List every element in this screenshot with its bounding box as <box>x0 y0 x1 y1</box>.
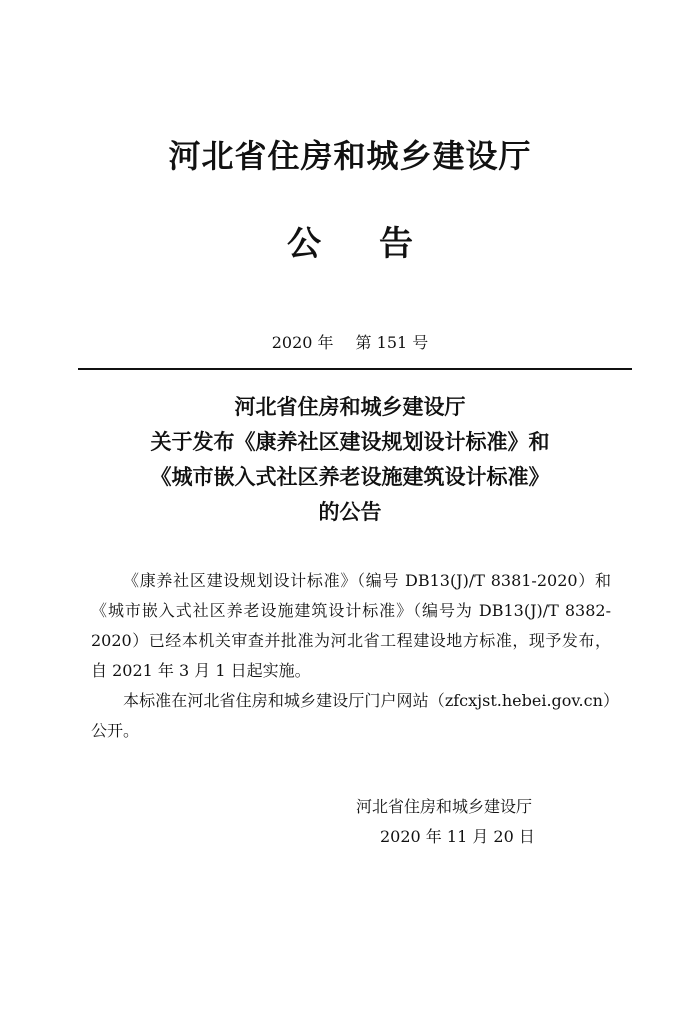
announcement-body <box>91 566 611 746</box>
document-type-right: 告 <box>379 224 413 264</box>
announcement-heading <box>0 390 700 530</box>
document-type-left: 公 <box>287 224 321 264</box>
heading-line: 关于发布《康养社区建设规划设计标准》和 <box>150 430 550 454</box>
body-paragraph: 本标准在河北省住房和城乡建设厅门户网站（zfcxjst.hebei.gov.cn）公开。 <box>91 691 611 740</box>
body-paragraph: 《康养社区建设规划设计标准》（编号 DB13(J)/T 8381-2020）和《城市嵌入式社区养老设施建筑设计标准》（编号为 DB13(J)/T 8382-2020）已经本机关审查并批准为河北省工程建设地方标准，现予发布，自 2021 年 3 月 1 日起实施。 <box>91 571 611 680</box>
document-type <box>0 222 700 266</box>
signature-block <box>356 792 535 852</box>
heading-line: 《城市嵌入式社区养老设施建筑设计标准》 <box>150 465 550 489</box>
document-serial: 第 151 号 <box>355 333 429 352</box>
document-year: 2020 年 <box>271 333 334 352</box>
document-number <box>0 332 700 354</box>
heading-line: 河北省住房和城乡建设厅 <box>234 395 466 419</box>
signature-date: 2020 年 11 月 20 日 <box>380 827 535 846</box>
header-divider <box>78 368 632 370</box>
agency-title: 河北省住房和城乡建设厅 <box>168 137 532 175</box>
heading-line: 的公告 <box>318 500 382 524</box>
signature-issuer: 河北省住房和城乡建设厅 <box>356 797 533 816</box>
